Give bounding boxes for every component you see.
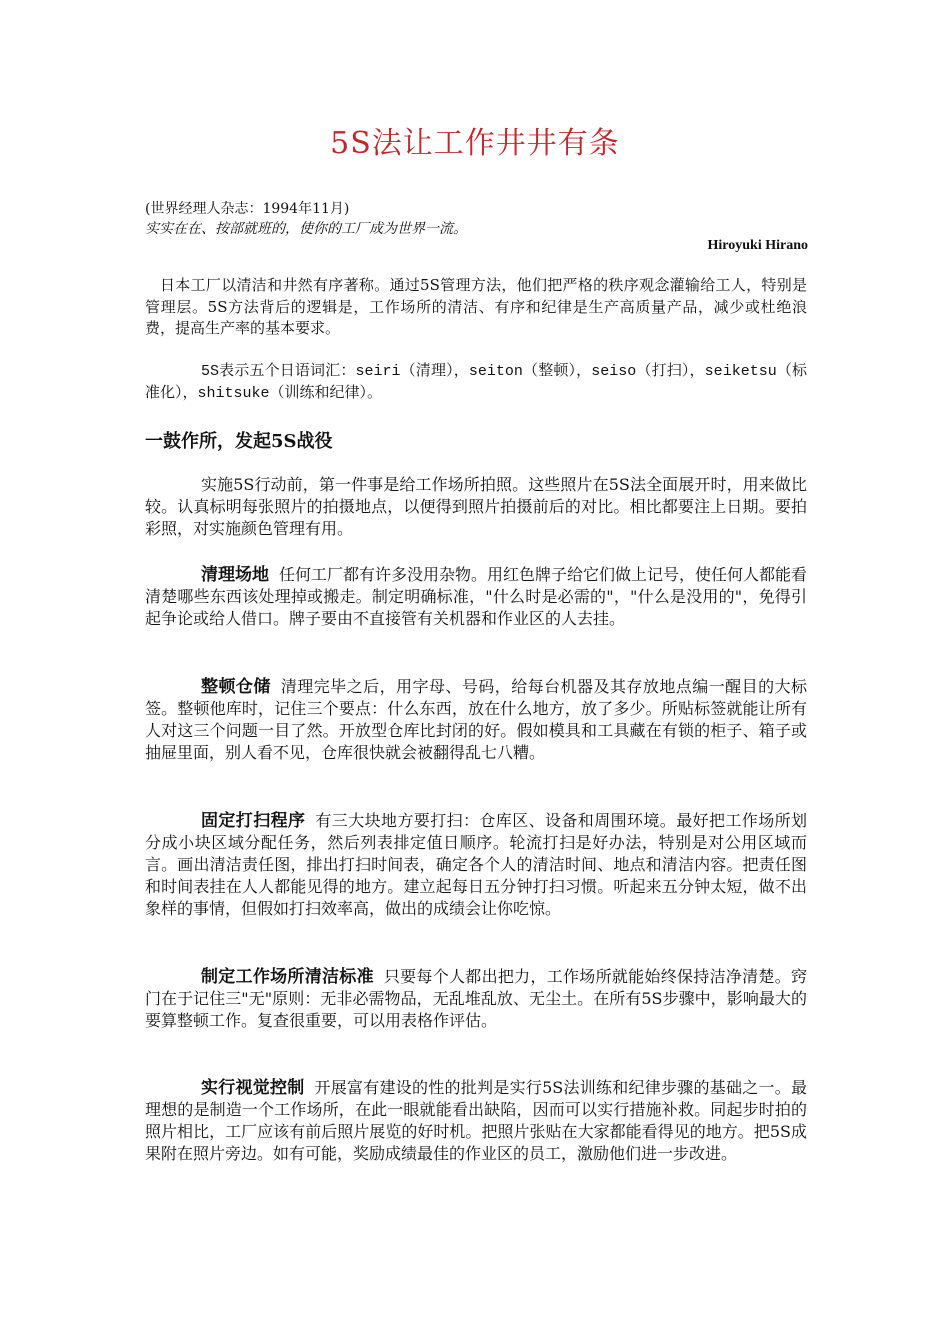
step-text: 清理完毕之后，用字母、号码，给每台机器及其存放地点编一醒目的大标签。整顿他库时，记住三个要点：什么东西，放在什么地方，放了多少。所贴标签就能让所有人对这三个问题一目了然。开放型仓库比封闭的好。假如模具和工具藏在有锁的柜子、箱子或抽屉里面，别人看不见，仓库很快就会被翻得乱七八糟。 — [145, 677, 807, 762]
step-lead: 固定打扫程序 — [201, 811, 306, 831]
document-title: 5S法让工作井井有条 — [330, 126, 620, 161]
step-paragraph — [145, 1077, 807, 1165]
step-paragraph — [145, 966, 807, 1032]
source-line: (世界经理人杂志：1994年11月) — [145, 201, 350, 217]
step-text: 开展富有建设的性的批判是实行5S法训练和纪律步骤的基础之一。最理想的是制造一个工作场所，在此一眼就能看出缺陷，因而可以实行措施补救。同起步时拍的照片相比，工厂应该有前后照片展览的好时机。把照片张贴在大家都能看得见的地方。把5S成果附在照片旁边。如有可能，奖励成绩最佳的作业区的员工，激励他们进一步改进。 — [145, 1078, 808, 1163]
step-paragraph — [145, 676, 807, 764]
intro-paragraph: 日本工厂以清洁和井然有序著称。通过5S管理方法，他们把严格的秩序观念灌输给工人，特别是管理层。5S方法背后的逻辑是，工作场所的清洁、有序和纪律是生产高质量产品，减少或杜绝浪费，提高生产率的基本要求。 — [145, 276, 807, 337]
step-text: 有三大块地方要打扫：仓库区、设备和周围环境。最好把工作场所划分成小块区域分配任务，然后列表排定值日顺序。轮流打扫是好办法，特别是对公用区域而言。画出清洁责任图，排出打扫时间表，确定各个人的清洁时间、地点和清洁内容。把责任图和时间表挂在人人都能见得的地方。建立起每日五分钟打扫习惯。听起来五分钟太短，做不出象样的事情，但假如打扫效率高，做出的成绩会让你吃惊。 — [145, 811, 807, 918]
intro-paragraph: 5S表示五个日语词汇：seiri（清理），seiton（整顿），seiso（打扫），seiketsu（标准化），shitsuke（训练和纪律）。 — [145, 363, 807, 402]
step-lead: 实行视觉控制 — [201, 1078, 305, 1098]
step-lead: 制定工作场所清洁标准 — [201, 967, 374, 987]
step-text: 任何工厂都有许多没用杂物。用红色牌子给它们做上记号，使任何人都能看清楚哪些东西该处理掉或搬走。制定明确标准，"什么时是必需的"，"什么是没用的"，免得引起争论或给人借口。牌子要由不直接管有关机器和作业区的人去挂。 — [145, 565, 808, 628]
step-paragraph — [145, 564, 807, 630]
step-lead: 清理场地 — [201, 565, 269, 585]
subtitle: 实实在在、按部就班的，使你的工厂成为世界一流。 — [145, 221, 467, 237]
step-text: 只要每个人都出把力，工作场所就能始终保持洁净清楚。窍门在于记住三"无"原则：无非必需物品，无乱堆乱放、无尘土。在所有5S步骤中，影响最大的要算整顿工作。复查很重要，可以用表格作评估。 — [145, 967, 807, 1030]
section-intro: 实施5S行动前，第一件事是给工作场所拍照。这些照片在5S法全面展开时，用来做比较。认真标明每张照片的拍摄地点，以便得到照片拍摄前后的对比。相比都要注上日期。要拍彩照，对实施颜色管理有用。 — [145, 475, 807, 538]
step-paragraph — [145, 810, 807, 920]
step-lead: 整顿仓储 — [201, 677, 271, 697]
section-heading: 一鼓作所，发起5S战役 — [145, 431, 333, 452]
author: Hiroyuki Hirano — [707, 238, 808, 253]
